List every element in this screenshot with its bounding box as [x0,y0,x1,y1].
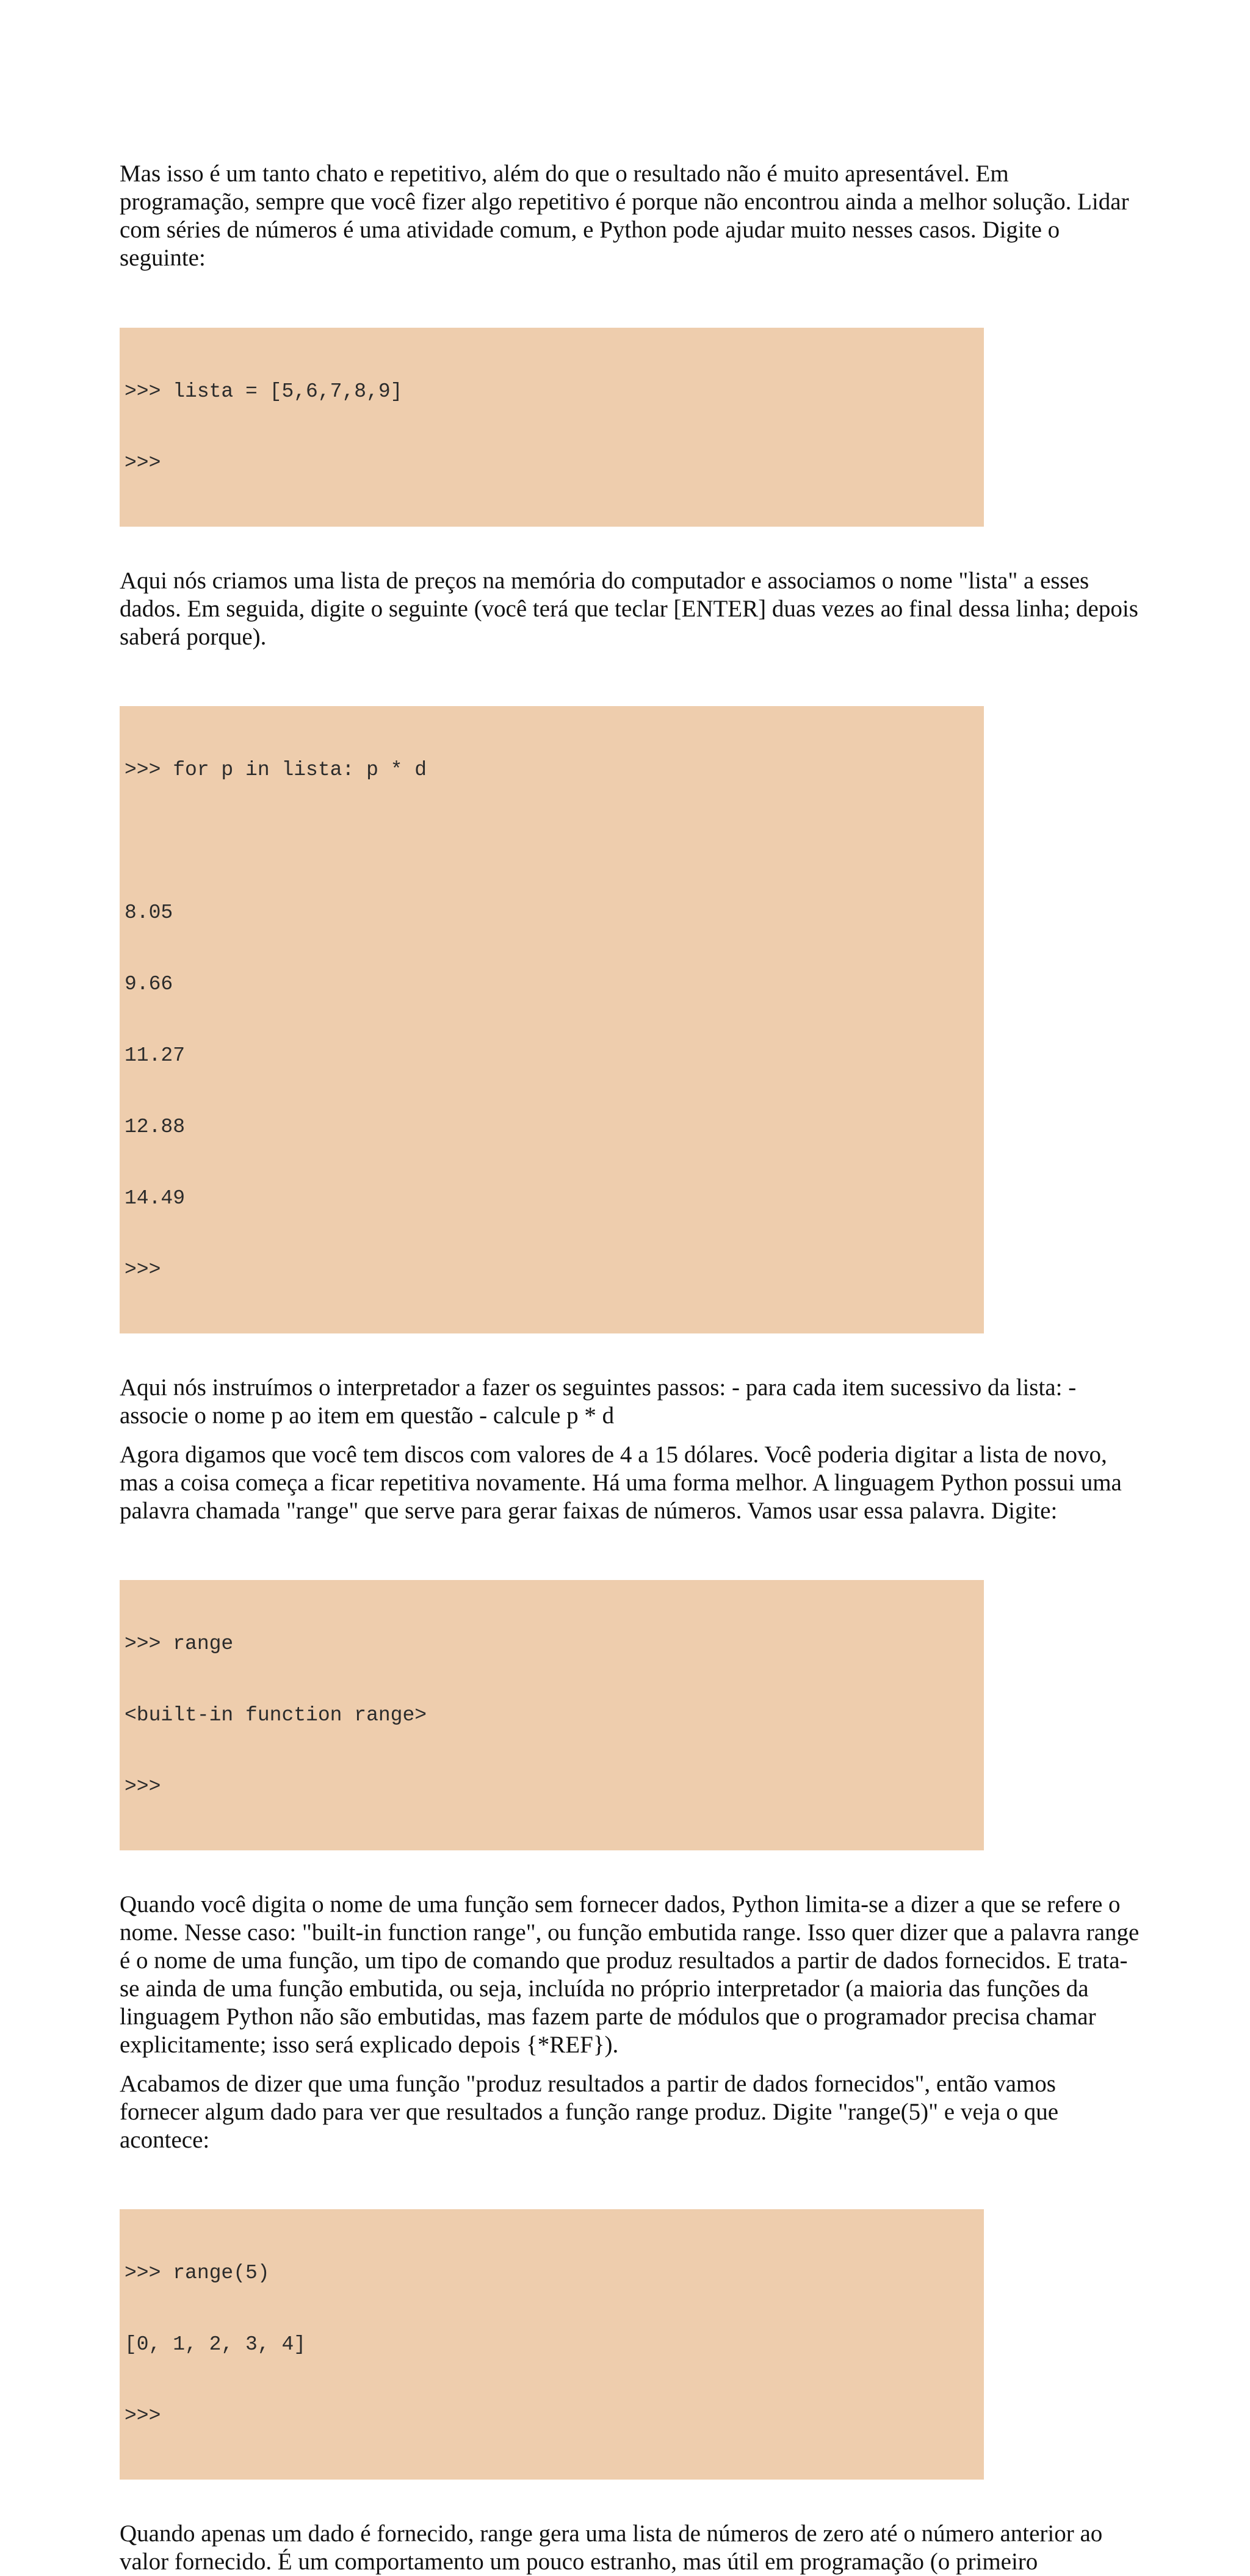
paragraph-range-behavior: Quando apenas um dado é fornecido, range gera uma lista de números de zero até o número anterior ao valor fornecido. É um comportamento um pouco estranho, mas útil em programação (o primeiro [120,2520,1103,2575]
code-line: <built-in function range> [125,1704,427,1726]
code-line: >>> for p in lista: p * d [125,759,427,781]
paragraph-builtin-function: Quando você digita o nome de uma função sem fornecer dados, Python limita-se a dizer a que se refere o nome. Nesse caso: "built-in function range", ou função embutida range. Isso quer dizer que a palavra range é o nome de uma função, um tipo de comando que produz resultados a partir de dados fornecidos. E trata-se ainda de uma função embutida, ou seja, incluída no próprio interpretador (a maioria das funções da linguagem Python não são embutidas, mas fazem parte de módulos que o programador precisa chamar explicitamente; isso será explicado depois {*REF}). [120,1891,1140,2058]
code-line: >>> [125,2405,161,2427]
code-line: >>> [125,1258,161,1281]
paragraph-loop-steps: Aqui nós instruímos o interpretador a fazer os seguintes passos: - para cada item sucessivo da lista: - associe o nome p ao item em questão - calcule p * d [120,1374,1077,1429]
paragraph-range-intro: Agora digamos que você tem discos com valores de 4 a 15 dólares. Você poderia digitar a lista de novo, mas a coisa começa a ficar repetitiva novamente. Há uma forma melhor. A linguagem Python possui uma palavra chamada "range" que serve para gerar faixas de números. Vamos usar essa palavra. Digite: [120,1441,1122,1524]
code-line: >>> lista = [5,6,7,8,9] [125,380,403,403]
code-block-for-loop [120,706,984,1333]
code-block-range [120,1580,984,1850]
code-line: 14.49 [125,1187,186,1210]
document-page [120,160,1140,2576]
code-line [125,829,979,853]
code-line: 9.66 [125,973,173,995]
code-block-range-5 [120,2209,984,2480]
code-line: >>> range [125,1633,234,1655]
paragraph-lista-explanation: Aqui nós criamos uma lista de preços na memória do computador e associamos o nome "lista" a esses dados. Em seguida, digite o seguinte (você terá que teclar [ENTER] duas vezes ao final dessa linha; depois saberá porque). [120,568,1138,650]
code-block-lista [120,328,984,527]
code-line: 12.88 [125,1116,186,1138]
code-line: >>> [125,452,161,474]
code-line: 11.27 [125,1044,186,1067]
paragraph-intro: Mas isso é um tanto chato e repetitivo, além do que o resultado não é muito apresentável. Em programação, sempre que você fizer algo repetitivo é porque não encontrou ainda a melhor solução. Lidar com séries de números é uma atividade comum, e Python pode ajudar muito nesses casos. Digite o seguinte: [120,161,1129,271]
code-line: >>> range(5) [125,2262,270,2284]
code-line: [0, 1, 2, 3, 4] [125,2333,306,2356]
code-line: 8.05 [125,901,173,924]
paragraph-range-5-intro: Acabamos de dizer que uma função "produz resultados a partir de dados fornecidos", então vamos fornecer algum dado para ver que resultados a função range produz. Digite "range(5)" e veja o que acontece: [120,2071,1059,2153]
code-line: >>> [125,1775,161,1798]
